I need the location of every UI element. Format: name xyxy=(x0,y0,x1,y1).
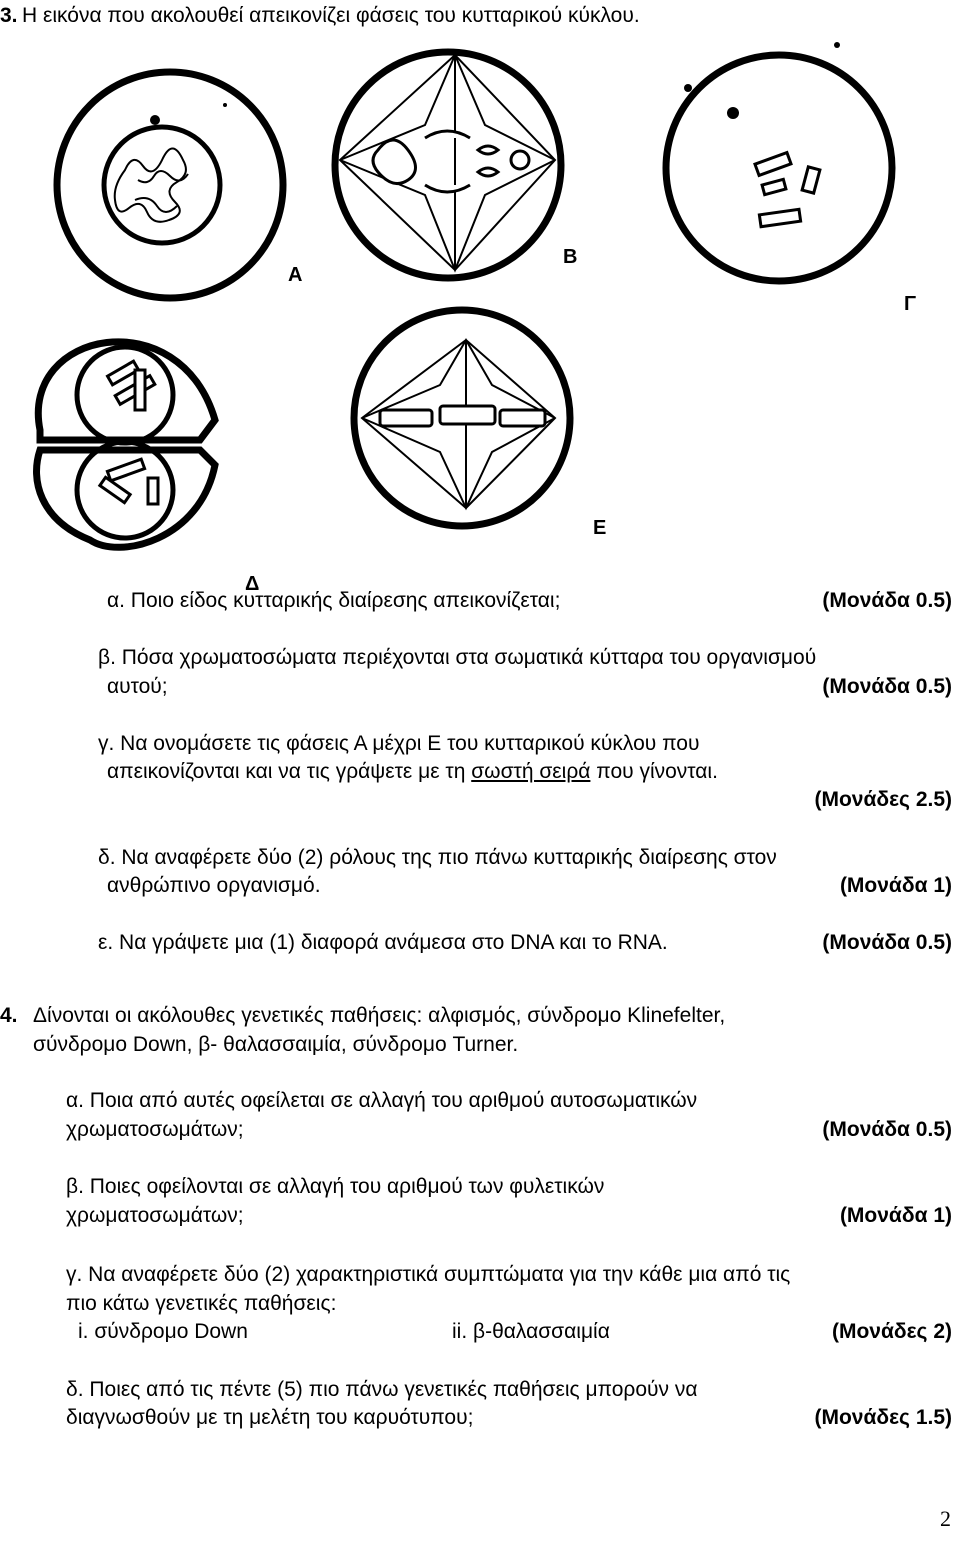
correct-order-underlined: σωστή σειρά xyxy=(471,760,591,783)
q4-item-a-text-line2: χρωματοσωμάτων; xyxy=(66,1118,244,1141)
cell-phase-b-drawing xyxy=(335,52,561,278)
figure-label-b: Β xyxy=(563,246,578,268)
figure-label-epsilon: Ε xyxy=(593,517,607,539)
q4-item-a-points: (Μονάδα 0.5) xyxy=(822,1118,952,1141)
q4-item-c-text-line1: γ. Να αναφέρετε δύο (2) χαρακτηριστικά συμπτώματα για την κάθε μια από τις xyxy=(66,1263,791,1286)
question-4-number: 4. xyxy=(0,1004,18,1027)
cell-phase-a-drawing xyxy=(57,72,283,298)
q3-item-e-points: (Μονάδα 0.5) xyxy=(822,931,952,954)
q3-item-d-text-line2: ανθρώπινο οργανισμό. xyxy=(107,874,321,897)
q4-item-c-points: (Μονάδες 2) xyxy=(831,1320,952,1343)
question-3-number: 3. xyxy=(0,4,18,27)
figure-label-delta: Δ xyxy=(245,573,260,595)
cell-phase-epsilon-drawing xyxy=(354,310,570,526)
q3-item-c-text-line1: γ. Να ονομάσετε τις φάσεις Α μέχρι Ε του κυτταρικού κύκλου που xyxy=(98,732,700,755)
q3-item-d-points: (Μονάδα 1) xyxy=(839,874,952,897)
q4-item-d-text-line2: διαγνωσθούν με τη μελέτη του καρυότυπου; xyxy=(66,1406,474,1429)
q3-item-c-points: (Μονάδες 2.5) xyxy=(814,788,952,811)
q4-item-a-text-line1: α. Ποια από αυτές οφείλεται σε αλλαγή του αριθμού αυτοσωματικών xyxy=(66,1089,698,1112)
question-3-text: Η εικόνα που ακολουθεί απεικονίζει φάσεις του κυτταρικού κύκλου. xyxy=(22,4,640,27)
q3-item-c-text-line2: απεικονίζονται και να τις γράψετε με τη σωστή σειρά που γίνονται. xyxy=(107,760,718,783)
q4-item-d-text-line1: δ. Ποιες από τις πέντε (5) πιο πάνω γενετικές παθήσεις μπορούν να xyxy=(66,1378,698,1401)
question-4-text-line2: σύνδρομο Down, β- θαλασσαιμία, σύνδρομο Turner. xyxy=(33,1033,519,1056)
q3-item-a-points: (Μονάδα 0.5) xyxy=(822,589,952,612)
q4-item-c-sub-i: i. σύνδρομο Down xyxy=(78,1320,248,1343)
q4-item-d-points: (Μονάδες 1.5) xyxy=(814,1406,952,1429)
q3-item-e-text: ε. Να γράψετε μια (1) διαφορά ανάμεσα στο DNA και το RNA. xyxy=(98,931,668,954)
q4-item-b-points: (Μονάδα 1) xyxy=(839,1204,952,1227)
cell-phase-delta-drawing xyxy=(37,342,215,547)
cell-phase-gamma-drawing xyxy=(666,42,892,281)
q4-item-b-text-line1: β. Ποιες οφείλονται σε αλλαγή του αριθμού των φυλετικών xyxy=(66,1175,605,1198)
figure-label-a: Α xyxy=(288,264,303,286)
q3-item-b-points: (Μονάδα 0.5) xyxy=(822,675,952,698)
q4-item-b-text-line2: χρωματοσωμάτων; xyxy=(66,1204,244,1227)
cell-cycle-figure xyxy=(0,0,960,600)
page-number: 2 xyxy=(940,1506,951,1531)
q3-item-b-text-line2: αυτού; xyxy=(107,675,168,698)
q3-item-a-text: α. Ποιο είδος κυτταρικής διαίρεσης απεικονίζεται; xyxy=(107,589,561,612)
q4-item-c-text-line2: πιο κάτω γενετικές παθήσεις: xyxy=(66,1292,337,1315)
question-4-text-line1: Δίνονται οι ακόλουθες γενετικές παθήσεις: αλφισμός, σύνδρομο Klinefelter, xyxy=(33,1004,726,1027)
q3-item-d-text-line1: δ. Να αναφέρετε δύο (2) ρόλους της πιο πάνω κυτταρικής διαίρεσης στον xyxy=(98,846,777,869)
q3-item-b-text-line1: β. Πόσα χρωματοσώματα περιέχονται στα σωματικά κύτταρα του οργανισμού xyxy=(98,646,817,669)
q4-item-c-sub-ii: ii. β-θαλασσαιμία xyxy=(452,1320,610,1343)
figure-label-gamma: Γ xyxy=(904,293,917,315)
